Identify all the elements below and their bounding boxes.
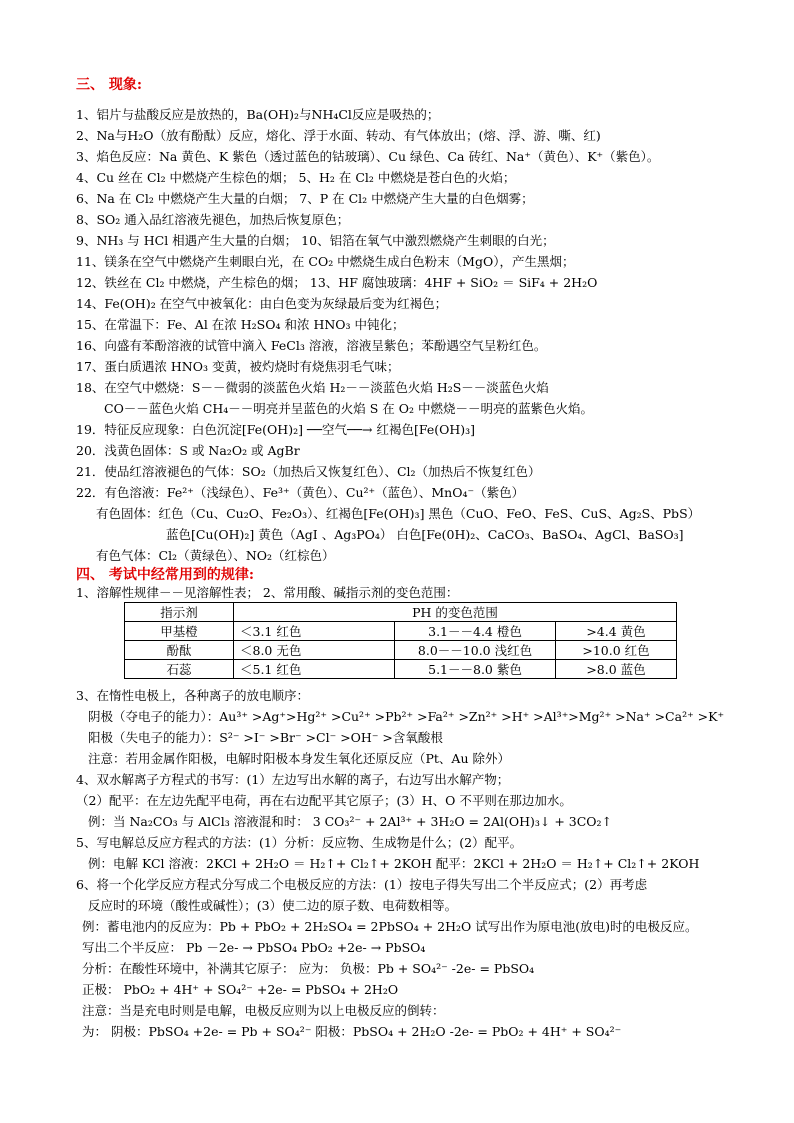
list-item: 5、写电解总反应方程式的方法：(1）分析：反应物、生成物是什么；(2）配平。 xyxy=(76,835,523,850)
list-item: 6、将一个化学反应方程式分写成二个电极反应的方法：(1）按电子得失写出二个半反应式；(2）再考虑 xyxy=(76,877,648,892)
list-item: 写出二个半反应： Pb －2e- → PbSO₄ PbO₂ +2e- → PbSO₄ xyxy=(82,940,426,955)
list-item: 22．有色溶液：Fe²⁺（浅绿色）、Fe³⁺（黄色）、Cu²⁺（蓝色）、MnO₄⁻（紫色） xyxy=(76,485,525,500)
table-header-cell: PH 的变色范围 xyxy=(234,603,677,622)
table-cell: 8.0－－10.0 浅红色 xyxy=(395,641,556,660)
list-item: 4、双水解离子方程式的书写：(1）左边写出水解的离子，右边写出水解产物； xyxy=(76,772,510,787)
list-item: 20．浅黄色固体：S 或 Na₂O₂ 或 AgBr xyxy=(76,443,300,458)
list-item: 阳极（失电子的能力）：S²⁻ >I⁻ >Br⁻ >Cl⁻ >OH⁻ >含氧酸根 xyxy=(88,730,443,745)
section3-heading: 三、 现象: xyxy=(76,77,143,93)
table-row xyxy=(125,603,677,622)
list-item: CO－－蓝色火焰 CH₄－－明亮并呈蓝色的火焰 S 在 O₂ 中燃烧－－明亮的蓝紫色火焰。 xyxy=(104,401,593,416)
list-item: 反应时的环境（酸性或碱性）；(3）使二边的原子数、电荷数相等。 xyxy=(88,898,458,913)
list-item: 3、焰色反应：Na 黄色、K 紫色（透过蓝色的钴玻璃）、Cu 绿色、Ca 砖红、Na⁺（黄色）、K⁺（紫色）。 xyxy=(76,149,660,164)
list-item: 16、向盛有苯酚溶液的试管中滴入 FeCl₃ 溶液，溶液呈紫色；苯酚遇空气呈粉红色。 xyxy=(76,338,547,353)
list-item: 6、Na 在 Cl₂ 中燃烧产生大量的白烟； 7、P 在 Cl₂ 中燃烧产生大量的白色烟雾； xyxy=(76,191,534,206)
list-item: 8、SO₂ 通入品红溶液先褪色，加热后恢复原色； xyxy=(76,212,350,227)
list-item: （2）配平：在左边先配平电荷，再在右边配平其它原子；(3）H、O 不平则在那边加水。 xyxy=(76,793,572,808)
table-row xyxy=(125,641,677,660)
list-item: 注意：若用金属作阳极，电解时阳极本身发生氧化还原反应（Pt、Au 除外） xyxy=(88,751,510,766)
list-item: 有色气体：Cl₂（黄绿色）、NO₂（红棕色） xyxy=(96,548,335,563)
list-item: 21．使品红溶液褪色的气体：SO₂（加热后又恢复红色）、Cl₂（加热后不恢复红色） xyxy=(76,464,541,479)
indicator-table xyxy=(124,602,677,679)
table-cell: 甲基橙 xyxy=(125,622,234,641)
table-cell: 3.1－－4.4 橙色 xyxy=(395,622,556,641)
list-item: 3、在惰性电极上，各种离子的放电顺序： xyxy=(76,688,309,703)
list-item: 正极： PbO₂ + 4H⁺ + SO₄²⁻ +2e- = PbSO₄ + 2H₂O xyxy=(82,982,399,997)
list-item: 14、Fe(OH)₂ 在空气中被氧化：由白色变为灰绿最后变为红褐色； xyxy=(76,296,448,311)
list-item: 例：蓄电池内的反应为：Pb + PbO₂ + 2H₂SO₄ = 2PbSO₄ + 2H₂O 试写出作为原电池(放电)时的电极反应。 xyxy=(82,919,698,934)
table-cell: 石蕊 xyxy=(125,660,234,679)
list-item: 12、铁丝在 Cl₂ 中燃烧，产生棕色的烟； 13、HF 腐蚀玻璃：4HF + SiO₂ ＝ SiF₄ + 2H₂O xyxy=(76,275,598,290)
table-cell: 5.1－－8.0 紫色 xyxy=(395,660,556,679)
list-item: 阴极（夺电子的能力）：Au³⁺ >Ag⁺>Hg²⁺ >Cu²⁺ >Pb²⁺ >Fa²⁺ >Zn²⁺ >H⁺ >Al³⁺>Mg²⁺ >Na⁺ >Ca²⁺ >K⁺ xyxy=(88,709,725,724)
table-row xyxy=(125,622,677,641)
section4-heading: 四、 考试中经常用到的规律: xyxy=(76,567,255,583)
table-cell: 酚酞 xyxy=(125,641,234,660)
list-item: 1、铝片与盐酸反应是放热的，Ba(OH)₂与NH₄Cl反应是吸热的； xyxy=(76,107,440,122)
list-item: 注意：当是充电时则是电解，电极反应则为以上电极反应的倒转： xyxy=(82,1003,445,1018)
table-cell: >4.4 黄色 xyxy=(556,622,677,641)
list-item: 分析：在酸性环境中，补满其它原子： 应为： 负极：Pb + SO₄²⁻ -2e- = PbSO₄ xyxy=(82,961,535,976)
list-item: 2、Na与H₂O（放有酚酞）反应，熔化、浮于水面、转动、有气体放出；(熔、浮、游、嘶、红) xyxy=(76,128,601,143)
list-item: 例：电解 KCl 溶液：2KCl + 2H₂O ＝ H₂↑+ Cl₂↑+ 2KOH 配平：2KCl + 2H₂O ＝ H₂↑+ Cl₂↑+ 2KOH xyxy=(88,856,700,871)
table-cell: ＜8.0 无色 xyxy=(234,641,395,660)
list-item: 18、在空气中燃烧：S－－微弱的淡蓝色火焰 H₂－－淡蓝色火焰 H₂S－－淡蓝色火焰 xyxy=(76,380,549,395)
table-cell: >8.0 蓝色 xyxy=(556,660,677,679)
list-item: 有色固体：红色（Cu、Cu₂O、Fe₂O₃）、红褐色[Fe(OH)₃] 黑色（CuO、FeO、FeS、CuS、Ag₂S、PbS） xyxy=(96,506,701,521)
list-item: 例：当 Na₂CO₃ 与 AlCl₃ 溶液混和时： 3 CO₃²⁻ + 2Al³⁺ + 3H₂O = 2Al(OH)₃↓ + 3CO₂↑ xyxy=(88,814,613,829)
table-cell: ＜5.1 红色 xyxy=(234,660,395,679)
table-header-cell: 指示剂 xyxy=(125,603,234,622)
list-item: 为： 阴极：PbSO₄ +2e- = Pb + SO₄²⁻ 阳极：PbSO₄ + 2H₂O -2e- = PbO₂ + 4H⁺ + SO₄²⁻ xyxy=(82,1024,622,1039)
list-item: 4、Cu 丝在 Cl₂ 中燃烧产生棕色的烟； 5、H₂ 在 Cl₂ 中燃烧是苍白色的火焰； xyxy=(76,170,516,185)
list-item: 15、在常温下：Fe、Al 在浓 H₂SO₄ 和浓 HNO₃ 中钝化； xyxy=(76,317,405,332)
table-row xyxy=(125,660,677,679)
list-item: 蓝色[Cu(OH)₂] 黄色（AgI 、Ag₃PO₄） 白色[Fe(0H)₂、CaCO₃、BaSO₄、AgCl、BaSO₃] xyxy=(166,527,684,542)
list-item: 19．特征反应现象：白色沉淀[Fe(OH)₂] ──空气──→ 红褐色[Fe(OH)₃] xyxy=(76,422,476,437)
table-cell: >10.0 红色 xyxy=(556,641,677,660)
list-item: 1、溶解性规律－－见溶解性表； 2、常用酸、碱指示剂的变色范围： xyxy=(76,585,459,600)
list-item: 11、镁条在空气中燃烧产生刺眼白光，在 CO₂ 中燃烧生成白色粉末（MgO），产生黑烟； xyxy=(76,254,575,269)
list-item: 17、蛋白质遇浓 HNO₃ 变黄，被灼烧时有烧焦羽毛气味； xyxy=(76,359,400,374)
table-cell: ＜3.1 红色 xyxy=(234,622,395,641)
list-item: 9、NH₃ 与 HCl 相遇产生大量的白烟； 10、铝箔在氧气中激烈燃烧产生刺眼的白光； xyxy=(76,233,555,248)
